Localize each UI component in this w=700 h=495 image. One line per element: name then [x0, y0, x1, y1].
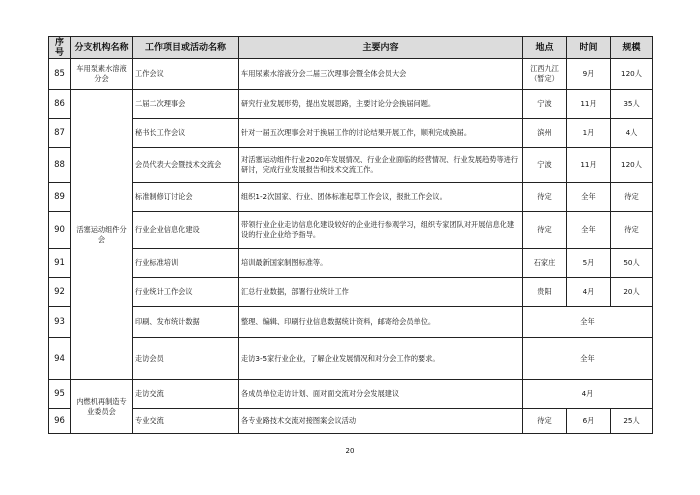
row-content: 针对一届五次理事会对于换届工作的讨论结果开展工作，顺利完成换届。 [239, 119, 523, 148]
row-serial: 87 [49, 119, 71, 148]
row-content: 整理、编辑、印刷行业信息数据统计资料，邮寄给会员单位。 [239, 307, 523, 338]
row-scale: 待定 [611, 212, 653, 249]
row-time: 9月 [567, 59, 611, 90]
row-item: 走访交流 [133, 380, 239, 409]
row-content: 汇总行业数据，部署行业统计工作 [239, 278, 523, 307]
table-row [49, 338, 653, 380]
row-item: 标准制修订讨论会 [133, 183, 239, 212]
row-time: 全年 [567, 212, 611, 249]
row-time: 4月 [567, 278, 611, 307]
row-serial: 95 [49, 380, 71, 409]
row-content: 车用尿素水溶液分会二届三次理事会暨全体会员大会 [239, 59, 523, 90]
header-item: 工作项目或活动名称 [133, 37, 239, 59]
row-content: 各专业路技术交流对接图案会议活动 [239, 409, 523, 434]
row-item: 秘书长工作会议 [133, 119, 239, 148]
row-scale: 50人 [611, 249, 653, 278]
row-item: 工作会议 [133, 59, 239, 90]
work-plan-table [48, 36, 653, 434]
row-scale: 待定 [611, 183, 653, 212]
row-location: 江西九江（暂定） [523, 59, 567, 90]
row-location: 石家庄 [523, 249, 567, 278]
row-time: 6月 [567, 409, 611, 434]
row-location: 宁波 [523, 148, 567, 183]
row-item: 二届二次理事会 [133, 90, 239, 119]
header-location: 地点 [523, 37, 567, 59]
row-item: 会员代表大会暨技术交流会 [133, 148, 239, 183]
row-item: 印刷、发布统计数据 [133, 307, 239, 338]
row-time: 全年 [567, 183, 611, 212]
row-time: 全年 [523, 307, 653, 338]
row-content: 研究行业发展形势，提出发展思路，主要讨论分会换届问题。 [239, 90, 523, 119]
table-row [49, 307, 653, 338]
row-location: 待定 [523, 183, 567, 212]
branch-group-piston: 活塞运动组件分会 [71, 90, 133, 380]
row-serial: 85 [49, 59, 71, 90]
row-location: 宁波 [523, 90, 567, 119]
branch-group-engine: 内燃机再制造专业委员会 [71, 380, 133, 434]
table-row [49, 409, 653, 434]
header-content: 主要内容 [239, 37, 523, 59]
row-serial: 96 [49, 409, 71, 434]
table-row [49, 249, 653, 278]
row-location: 待定 [523, 212, 567, 249]
row-content: 组织1-2次国家、行业、团体标准起草工作会议，报批工作会议。 [239, 183, 523, 212]
row-scale: 25人 [611, 409, 653, 434]
row-time: 1月 [567, 119, 611, 148]
row-item: 走访会员 [133, 338, 239, 380]
row-serial: 89 [49, 183, 71, 212]
row-item: 行业标准培训 [133, 249, 239, 278]
row-branch: 车用泵素水溶液分会 [71, 59, 133, 90]
row-time: 全年 [523, 338, 653, 380]
row-content: 对活塞运动组件行业2020年发展情况、行业企业面临的经营情况、行业发展趋势等进行研讨，完成行业发展报告和技术交流工作。 [239, 148, 523, 183]
table-row [49, 90, 653, 119]
row-scale: 120人 [611, 59, 653, 90]
table-row [49, 148, 653, 183]
row-content: 各成员单位走访计划、面对面交流对分会发展建议 [239, 380, 523, 409]
page-number: 20 [345, 447, 355, 455]
row-content: 培训最新国家制图标准等。 [239, 249, 523, 278]
row-serial: 92 [49, 278, 71, 307]
row-location: 待定 [523, 409, 567, 434]
row-scale: 20人 [611, 278, 653, 307]
row-scale: 35人 [611, 90, 653, 119]
header-branch: 分支机构名称 [71, 37, 133, 59]
header-scale: 规模 [611, 37, 653, 59]
row-serial: 88 [49, 148, 71, 183]
row-scale: 4人 [611, 119, 653, 148]
row-time: 5月 [567, 249, 611, 278]
row-location: 滨州 [523, 119, 567, 148]
row-location: 贵阳 [523, 278, 567, 307]
row-time: 11月 [567, 90, 611, 119]
table-row [49, 212, 653, 249]
table-row [49, 183, 653, 212]
row-serial: 94 [49, 338, 71, 380]
row-content: 走访3-5家行业企业，了解企业发展情况和对分会工作的要求。 [239, 338, 523, 380]
row-serial: 91 [49, 249, 71, 278]
table-row [49, 380, 653, 409]
row-serial: 90 [49, 212, 71, 249]
row-item: 专业交流 [133, 409, 239, 434]
row-item: 行业企业信息化建设 [133, 212, 239, 249]
row-time: 4月 [523, 380, 653, 409]
row-item: 行业统计工作会议 [133, 278, 239, 307]
header-serial: 序号 [49, 37, 71, 59]
row-serial: 86 [49, 90, 71, 119]
table-row [49, 278, 653, 307]
table-header-row [49, 37, 653, 59]
row-serial: 93 [49, 307, 71, 338]
table-row [49, 59, 653, 90]
row-scale: 120人 [611, 148, 653, 183]
row-content: 带领行业企业走访信息化建设较好的企业进行参观学习，组织专家团队对开展信息化建设的行业企业给予指导。 [239, 212, 523, 249]
row-time: 11月 [567, 148, 611, 183]
table-row [49, 119, 653, 148]
header-time: 时间 [567, 37, 611, 59]
